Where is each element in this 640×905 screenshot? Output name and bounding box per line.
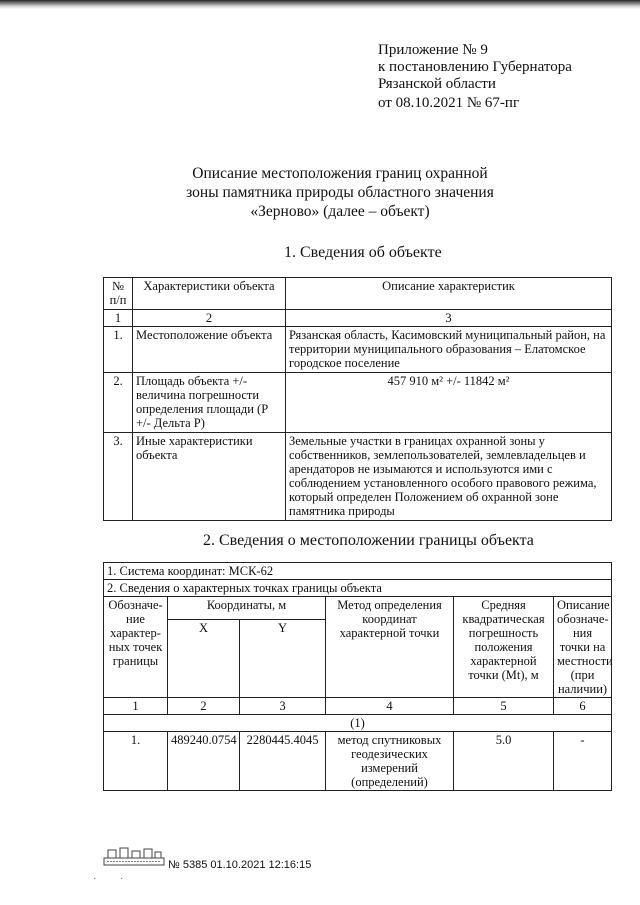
row-description: Земельные участки в границах охранной зоны у собственников, землепользователей, землевладельцев и арендаторов не изымаются и используются ими с соблюдением установленного особого правового режима, который определен Положением об охранной зоне памятника природы	[286, 433, 612, 521]
header-x: X	[168, 620, 240, 698]
index-cell: 6	[554, 698, 612, 715]
index-cell: 3	[286, 310, 612, 327]
point-precision: 5.0	[454, 732, 554, 791]
row-number: 3.	[104, 433, 133, 521]
row-description: Рязанская область, Касимовский муниципальный район, на территории муниципального образования – Елатомское городское поселение	[286, 327, 612, 373]
title-line-2: зоны памятника природы областного значения	[186, 184, 494, 201]
index-cell: 2	[168, 698, 240, 715]
registry-logo-icon	[103, 845, 165, 867]
header-number: № п/п	[104, 278, 133, 310]
section-2-heading: 2. Сведения о местоположении границы объекта	[203, 532, 534, 549]
point-description: -	[554, 732, 612, 791]
point-id: 1.	[104, 732, 168, 791]
registration-stamp: № 5385 01.10.2021 12:16:15	[168, 859, 312, 871]
index-cell: 3	[240, 698, 326, 715]
header-description: Описание характеристик	[286, 278, 612, 310]
row-characteristic: Площадь объекта +/- величина погрешности определения площади (Р +/- Дельта Р)	[133, 373, 286, 433]
index-cell: 1	[104, 698, 168, 715]
title-line-1: Описание местоположения границ охранной	[192, 165, 488, 182]
appendix-line-2: к постановлению Губернатора	[378, 59, 572, 75]
group-label: (1)	[104, 715, 612, 732]
document-title	[150, 164, 530, 221]
index-cell: 4	[326, 698, 454, 715]
header-point: Обозначе-ние характер-ных точек границы	[104, 597, 168, 698]
point-y: 2280445.4045	[240, 732, 326, 791]
header-y: Y	[240, 620, 326, 698]
scan-speck: ·	[93, 874, 97, 885]
header-method: Метод определения координат характерной точки	[326, 597, 454, 698]
index-cell: 2	[133, 310, 286, 327]
index-cell: 5	[454, 698, 554, 715]
appendix-line-1: Приложение № 9	[378, 42, 488, 58]
header-precision: Средняя квадратическая погрешность положения характерной точки (Mt), м	[454, 597, 554, 698]
appendix-line-4: от 08.10.2021 № 67-пг	[378, 95, 520, 111]
point-x: 489240.0754	[168, 732, 240, 791]
index-cell: 1	[104, 310, 133, 327]
row-characteristic: Иные характеристики объекта	[133, 433, 286, 521]
scan-speck: ·	[120, 874, 124, 885]
row-characteristic: Местоположение объекта	[133, 327, 286, 373]
points-caption: 2. Сведения о характерных точках границы объекта	[104, 580, 612, 597]
appendix-block	[378, 42, 572, 112]
boundary-points-table	[103, 562, 612, 791]
appendix-line-3: Рязанской области	[378, 76, 496, 92]
title-line-3: «Зерново» (далее – объект)	[250, 203, 430, 220]
header-coordinates: Координаты, м	[168, 597, 326, 620]
scan-top-edge	[0, 0, 640, 9]
point-method: метод спутниковых геодезических измерений (определений)	[326, 732, 454, 791]
row-number: 2.	[104, 373, 133, 433]
object-info-table	[103, 277, 612, 521]
coord-system: 1. Система координат: МСК-62	[104, 563, 612, 580]
row-description: 457 910 м² +/- 11842 м²	[286, 373, 612, 433]
section-1-heading: 1. Сведения об объекте	[284, 244, 442, 261]
header-characteristic: Характеристики объекта	[133, 278, 286, 310]
header-point-description: Описание обозначе-ния точки на местности (при наличии)	[554, 597, 612, 698]
row-number: 1.	[104, 327, 133, 373]
